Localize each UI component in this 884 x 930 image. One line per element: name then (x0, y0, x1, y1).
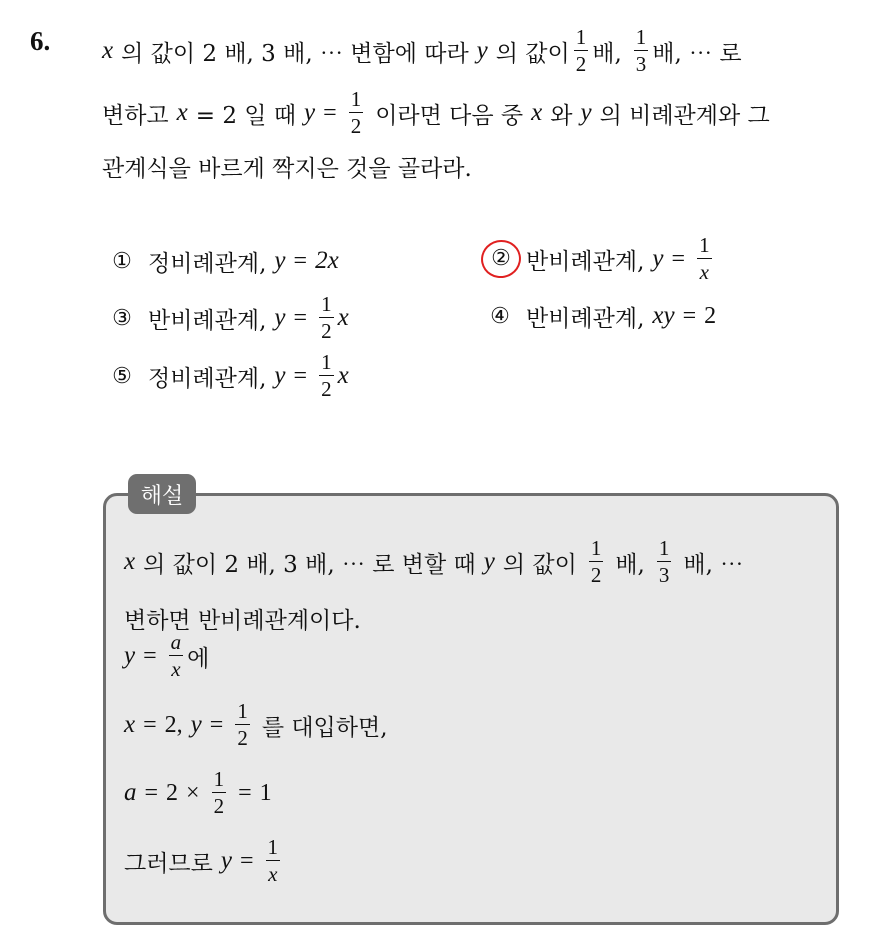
fraction: $\frac{1}{2}$ (321, 350, 332, 401)
solution-tag: 해설 (128, 474, 196, 514)
var-y: y (476, 37, 488, 64)
choice-label: 정비례관계, (148, 365, 267, 392)
fraction: $\frac{a}{x}$ (170, 630, 182, 681)
fraction: $\frac{1}{2}$ (590, 536, 602, 587)
problem-stem-line-1 (102, 20, 742, 82)
problem-stem-line-3: 관계식을 바르게 짝지은 것을 골라라. (102, 155, 472, 182)
problem-number: 6. (30, 26, 51, 56)
choice-mark: ③ (112, 305, 132, 331)
fraction: $\frac{1}{2}$ (321, 292, 332, 343)
choice-4[interactable]: ④ 반비례관계, xy = 2 (488, 296, 716, 336)
problem-stem-line-2: 변하고 x = 2 일 때 y = $\frac{1}{2}$ 이라면 다음 중 x 와 y 의 비례관계와 그 (102, 87, 770, 138)
stem-text: 배, ⋯ 로 (652, 40, 742, 67)
choice-1[interactable]: ① 정비례관계, y = 2x (110, 236, 339, 286)
stem-text: 의 비례관계와 그 (599, 102, 770, 129)
solution-line-5: a = 2 × $\frac{1}{2}$ = 1 (124, 767, 272, 818)
stem-text: 변하고 (102, 102, 169, 129)
solution-line-1: x 의 값이 2 배, 3 배, ⋯ 로 변할 때 y 의 값이 $\frac{1}{2}$ 배, $\frac{1}{3}$ 배, ⋯ (124, 536, 744, 587)
var-x: x (102, 37, 114, 64)
choice-mark: ⑤ (112, 363, 132, 389)
solution-line-3: y = $\frac{a}{x}$ 에 (124, 630, 210, 681)
fraction: $\frac{1}{2}$ (575, 25, 587, 76)
fraction: $\frac{1}{3}$ (658, 536, 670, 587)
selected-circle-mark: ② (488, 246, 514, 272)
choice-label: 반비례관계, (526, 248, 645, 275)
stem-text: 의 값이 (495, 40, 570, 67)
solution-line-2: 변하면 반비례관계이다. (124, 607, 361, 634)
var-y: y (304, 99, 316, 126)
choice-expr: 2x (315, 247, 339, 274)
fraction: $\frac{1}{2}$ (350, 87, 362, 138)
choice-2-selected[interactable]: ② 반비례관계, y = $\frac{1}{x}$ (488, 228, 716, 290)
var-x: x (176, 99, 188, 126)
fraction: $\frac{1}{x}$ (267, 835, 279, 886)
choice-5[interactable]: ⑤ 정비례관계, y = $\frac{1}{2}$ x (110, 346, 349, 406)
choice-label: 정비례관계, (148, 250, 267, 277)
solution-line-6: 그러므로 y = $\frac{1}{x}$ (124, 835, 279, 886)
stem-text: 이라면 다음 중 (375, 102, 524, 129)
var-y: y (580, 99, 592, 126)
choice-mark: ① (112, 248, 132, 274)
choice-label: 반비례관계, (148, 307, 267, 334)
choice-mark: ④ (490, 303, 510, 329)
stem-text: 의 값이 2 배, 3 배, ⋯ 변함에 따라 (121, 40, 469, 67)
fraction: $\frac{1}{2}$ (213, 767, 225, 818)
solution-line-4: x = 2, y = $\frac{1}{2}$ 를 대입하면, (124, 699, 388, 750)
stem-text: 와 (550, 102, 573, 129)
fraction: $\frac{1}{2}$ (237, 699, 248, 750)
var-x: x (531, 99, 543, 126)
stem-text: 배, (592, 40, 622, 67)
stem-text: = 2 일 때 (195, 102, 297, 129)
choice-3[interactable]: ③ 반비례관계, y = $\frac{1}{2}$ x (110, 288, 349, 348)
fraction: $\frac{1}{x}$ (699, 233, 710, 284)
fraction: $\frac{1}{3}$ (635, 25, 647, 76)
choice-label: 반비례관계, (526, 305, 645, 332)
